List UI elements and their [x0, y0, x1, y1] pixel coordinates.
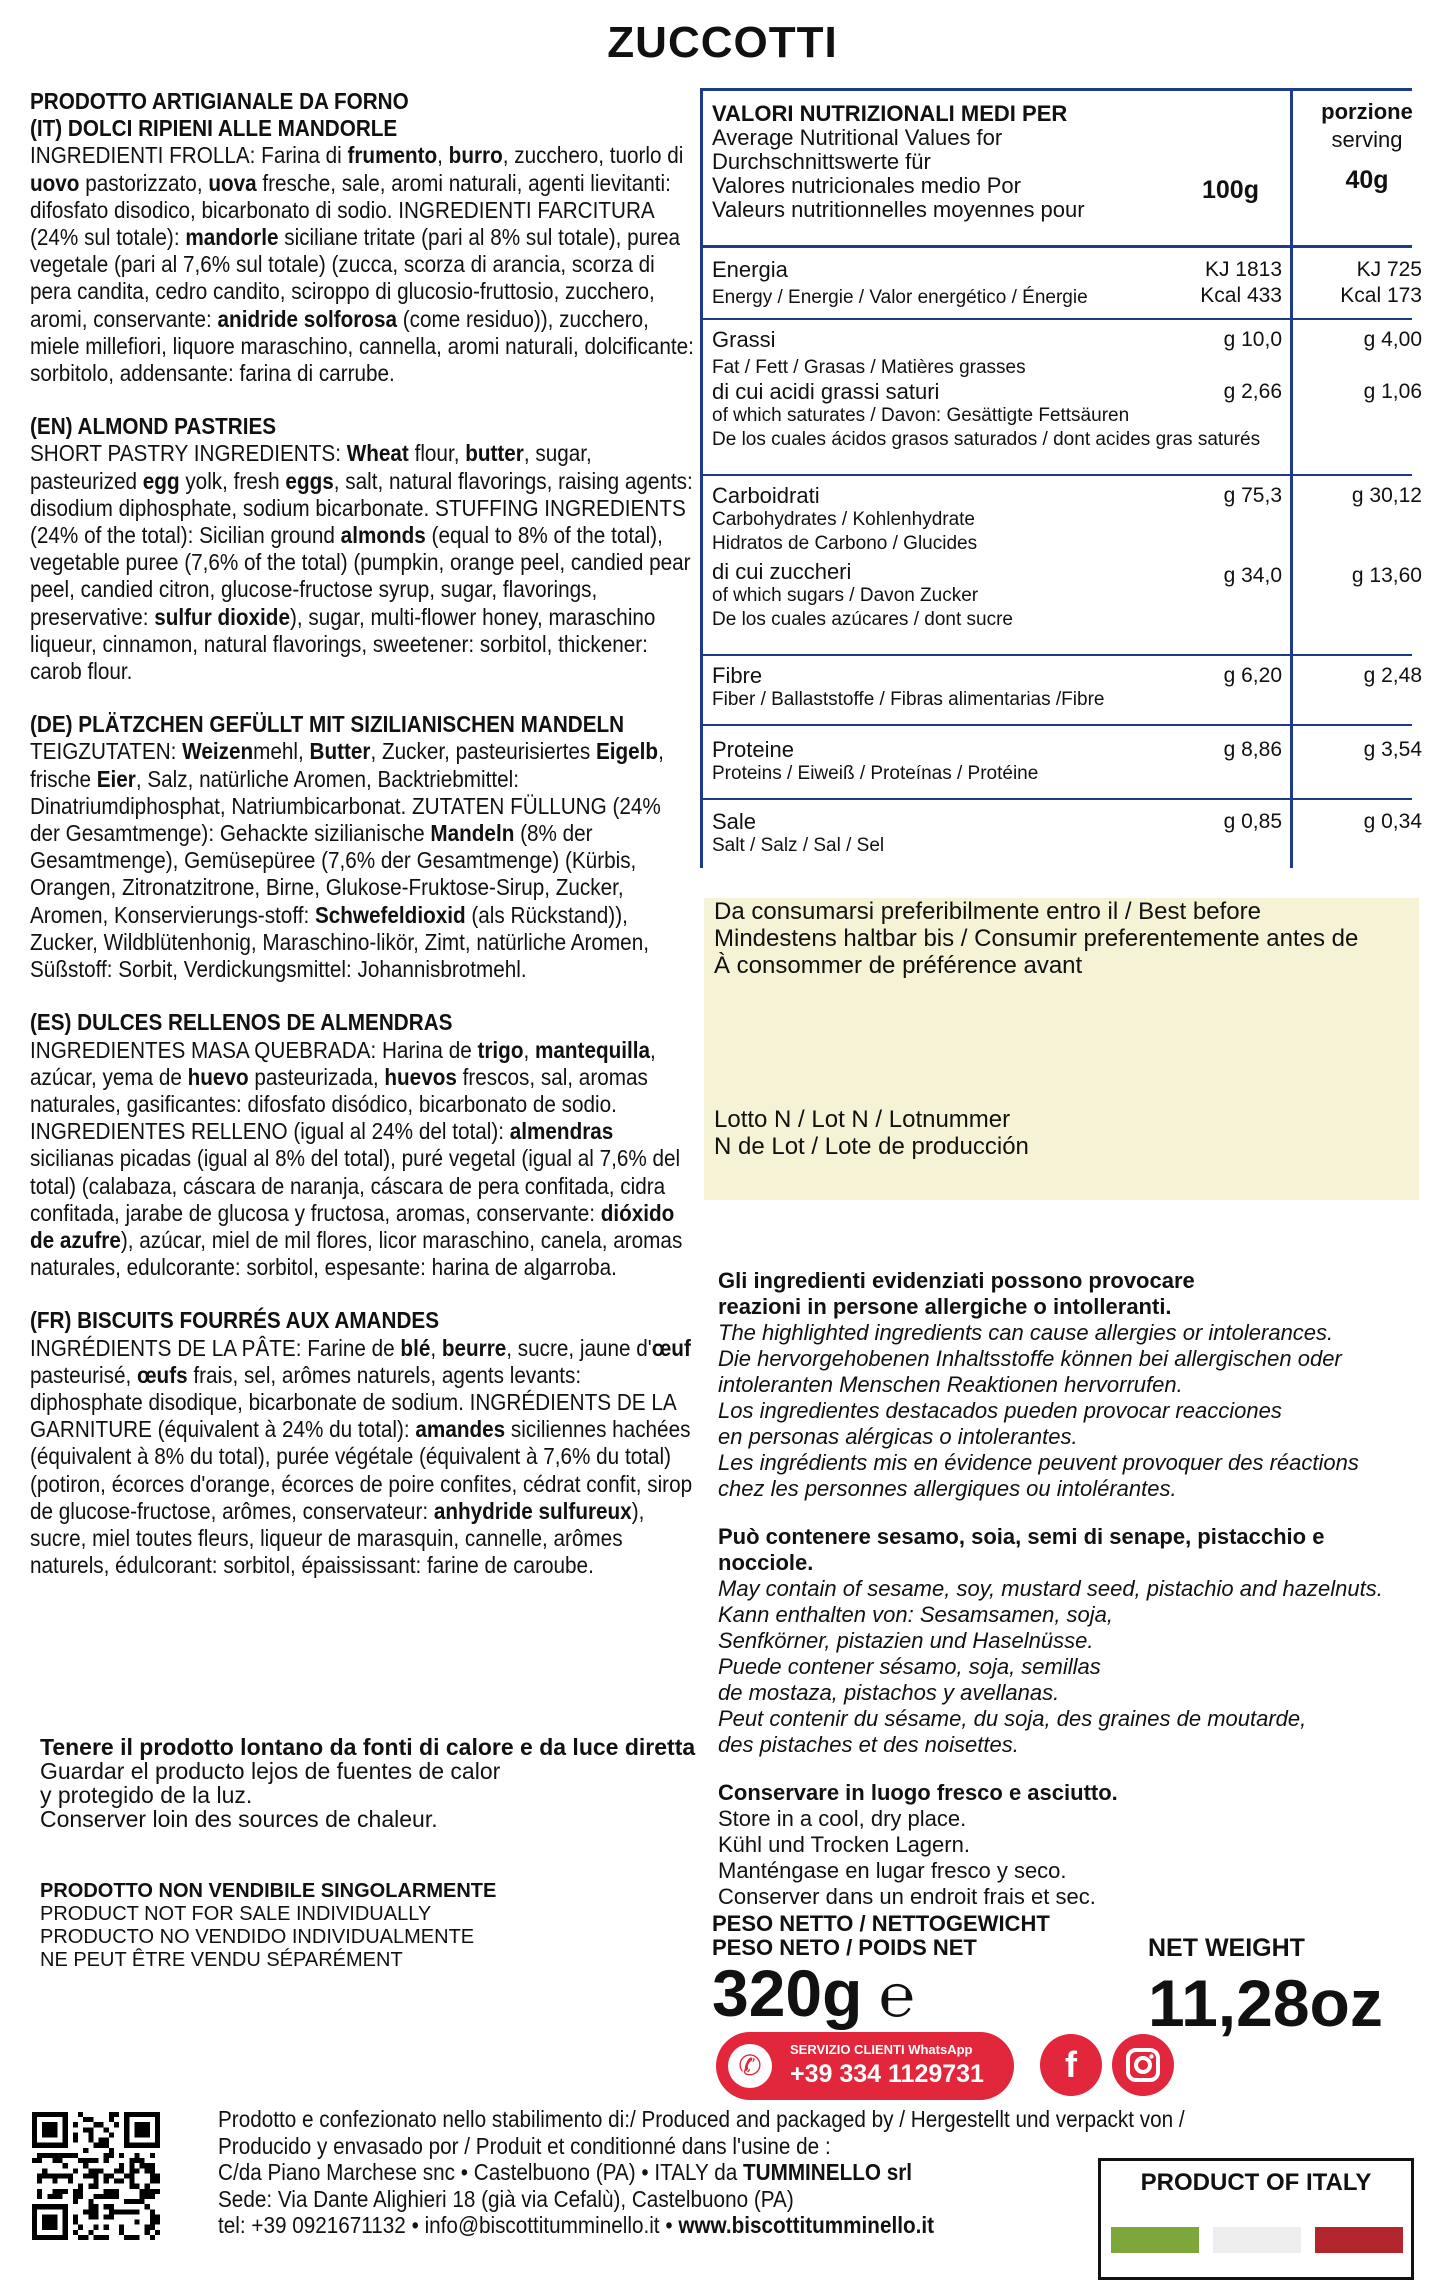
- allergen-fr-2: chez les personnes allergiques ou intolérantes.: [718, 1476, 1177, 1501]
- heat-storage-fr: Conserver loin des sources de chaleur.: [40, 1806, 438, 1832]
- may-contain-de-1: Kann enthalten von: Sesamsamen, soja,: [718, 1602, 1114, 1627]
- producer-line-2: Producido y envasado por / Produit et conditionné dans l'usine de :: [218, 2132, 831, 2159]
- de-heading: (DE) PLÄTZCHEN GEFÜLLT MIT SIZILIANISCHEN MANDELN: [30, 711, 625, 738]
- sugars-label: di cui zuccheri: [712, 559, 852, 584]
- not-for-sale-fr: NE PEUT ÊTRE VENDU SÉPARÉMENT: [40, 1949, 403, 1971]
- net-weight-metric: [712, 1958, 915, 2030]
- producer-address: C/da Piano Marchese snc • Castelbuono (PA) • ITALY da: [218, 2159, 743, 2185]
- divider: [700, 724, 1412, 726]
- heat-storage-notice: [40, 1735, 700, 1831]
- fat-100: g 10,0: [1223, 328, 1282, 351]
- carb-label: Carboidrati: [712, 483, 820, 508]
- energy-kj-portion: KJ 725: [1356, 258, 1422, 281]
- best-before-line-1: Da consumarsi preferibilmente entro il / Best before: [714, 898, 1261, 925]
- whatsapp-icon: ✆: [728, 2044, 772, 2088]
- energy-sub: Energy / Energie / Valor energético / Énergie: [712, 287, 1088, 308]
- fat-label: Grassi: [712, 327, 776, 352]
- portion-header: [1292, 98, 1442, 194]
- qr-code[interactable]: [32, 2112, 160, 2240]
- allergen-en: The highlighted ingredients can cause allergies or intolerances.: [718, 1320, 1334, 1345]
- allergen-es-1: Los ingredientes destacados pueden provocar reacciones: [718, 1398, 1282, 1423]
- lot-text: [714, 1106, 1029, 1160]
- en-heading: (EN) ALMOND PASTRIES: [30, 413, 277, 440]
- may-contain-en: May contain of sesame, soy, mustard seed, pistachio and hazelnuts.: [718, 1576, 1383, 1601]
- allergen-de-1: Die hervorgehobenen Inhaltsstoffe können bei allergischen oder: [718, 1346, 1342, 1371]
- allergen-es-2: en personas alérgicas o intolerantes.: [718, 1424, 1078, 1449]
- lot-line-2: N de Lot / Lote de producción: [714, 1133, 1029, 1160]
- energy-label: Energia: [712, 257, 788, 282]
- producer-company: TUMMINELLO srl: [742, 2159, 913, 2185]
- protein-label: Proteine: [712, 737, 794, 762]
- storage-en: Store in a cool, dry place.: [718, 1806, 967, 1831]
- fibre-portion: g 2,48: [1363, 664, 1422, 687]
- saturates-100: g 2,66: [1223, 380, 1282, 403]
- ingredients-en: [30, 413, 696, 685]
- nutrition-table: [712, 88, 1422, 868]
- heat-storage-es-2: y protegido de la luz.: [40, 1782, 253, 1808]
- protein-100: g 8,86: [1223, 738, 1282, 761]
- best-before-lot-box: [704, 898, 1419, 1200]
- nutrition-sub-de: Durchschnittswerte für: [712, 149, 931, 174]
- saturates-sub-1: of which saturates / Davon: Gesättigte Fettsäuren: [712, 405, 1130, 426]
- not-for-sale-heading: PRODOTTO NON VENDIBILE SINGOLARMENTE: [40, 1880, 497, 1902]
- en-ingredients-text: SHORT PASTRY INGREDIENTS: Wheat flour, butter, sugar, pasteurized egg yolk, fresh eggs, salt, natural flavorings, raising agents: disodium diphosphate, sodium bicarbonate. STUFFING INGREDIENTS (24% of the total): Sicilian ground almonds (equal to 8% of the total), vegetable puree (7,6% of the total) (pumpkin, orange peel, candied pear peel, candied citron, glucose-fructose syrup, sugar, flavorings, preservative: sulfur dioxide), sugar, multi-flower honey, maraschino liqueur, cinnamon, natural flavorings, sweetener: sorbitol, thickener: carob flour.: [30, 440, 693, 685]
- best-before-line-3: À consommer de préférence avant: [714, 952, 1083, 979]
- nutrition-heading-block: [712, 102, 1085, 222]
- heat-storage-heading: Tenere il prodotto lontano da fonti di calore e da luce diretta: [40, 1734, 696, 1760]
- allergen-de-2: intoleranten Menschen Reaktionen hervorrufen.: [718, 1372, 1183, 1397]
- salt-label: Sale: [712, 809, 757, 834]
- may-contain-de-2: Senfkörner, pistazien und Haselnüsse.: [718, 1628, 1094, 1653]
- producer-website[interactable]: www.biscottitumminello.it: [678, 2212, 935, 2238]
- facebook-icon[interactable]: f: [1040, 2034, 1102, 2096]
- flag-green-band: [1111, 2227, 1199, 2253]
- allergen-heading-1: Gli ingredienti evidenziati possono provocare: [718, 1268, 1195, 1293]
- salt-100: g 0,85: [1223, 810, 1282, 833]
- storage-es: Manténgase en lugar fresco y seco.: [718, 1858, 1067, 1883]
- flag-white-band: [1213, 2227, 1301, 2253]
- flag-red-band: [1315, 2227, 1403, 2253]
- heat-storage-es-1: Guardar el producto lejos de fuentes de calor: [40, 1758, 501, 1784]
- portion-sub: serving: [1331, 127, 1403, 152]
- saturates-sub-2: De los cuales ácidos grasos saturados / dont acides gras saturés: [712, 429, 1261, 450]
- divider: [700, 798, 1412, 800]
- divider: [700, 654, 1412, 656]
- carb-100: g 75,3: [1223, 484, 1282, 507]
- best-before-text: [714, 898, 1358, 979]
- col-portion: 40g: [1345, 166, 1389, 194]
- carb-sub-1: Carbohydrates / Kohlenhydrate: [712, 509, 975, 530]
- may-contain-fr-2: des pistaches et des noisettes.: [718, 1732, 1019, 1757]
- ingredients-de: [30, 711, 696, 983]
- artisan-heading: PRODOTTO ARTIGIANALE DA FORNO: [30, 88, 409, 114]
- fat-sub: Fat / Fett / Grasas / Matières grasses: [712, 357, 1026, 378]
- it-ingredients-text: INGREDIENTI FROLLA: Farina di frumento, burro, zucchero, tuorlo di uovo pastorizzato, uova fresche, sale, aromi naturali, agenti lievitanti: difosfato disodico, bicarbonato di sodio. INGREDIENTI FARCITURA (24% sul totale): mandorle siciliane tritate (pari al 8% sul totale), purea vegetale (pari al 7,6% sul totale) (zucca, scorza di arancia, scorza di pera candita, cedro candito, sciroppo di glucosio-fruttosio, zucchero, aromi, conservante: anidride solforosa (come residuo)), zucchero, miele millefiori, liquore maraschino, cannella, aromi naturali, dolcificante: sorbitolo, addensante: farina di carrube.: [30, 142, 694, 387]
- may-contain-fr-1: Peut contenir du sésame, du soja, des graines de moutarde,: [718, 1706, 1307, 1731]
- storage-de: Kühl und Trocken Lagern.: [718, 1832, 970, 1857]
- product-of-italy-label: PRODUCT OF ITALY: [1140, 2169, 1372, 2196]
- table-divider: [1290, 88, 1293, 868]
- not-for-sale-notice: [40, 1880, 700, 1972]
- ingredients-fr: [30, 1307, 696, 1579]
- producer-line-4: Sede: Via Dante Alighieri 18 (già via Cefalù), Castelbuono (PA): [218, 2185, 794, 2212]
- nutrition-sub-en: Average Nutritional Values for: [712, 125, 1003, 150]
- ingredients-column: [30, 88, 696, 1605]
- may-contain-es-1: Puede contener sésamo, soja, semillas: [718, 1654, 1101, 1679]
- not-for-sale-es: PRODUCTO NO VENDIDO INDIVIDUALMENTE: [40, 1926, 475, 1948]
- es-ingredients-text: INGREDIENTES MASA QUEBRADA: Harina de trigo, mantequilla, azúcar, yema de huevo pasteurizada, huevos frescos, sal, aromas naturales, gasificantes: difosfato disódico, bicarbonato de sodio. INGREDIENTES RELLENO (igual al 24% del total): almendras sicilianas picadas (igual al 8% del total), puré vegetal (igual al 7,6% del total) (calabaza, cáscara de naranja, cáscara de pera confitada, cidra confitada, jarabe de glucosa y fructosa, aromas, conservante: dióxido de azufre), azúcar, miel de mil flores, licor maraschino, canela, aromas naturales, edulcorante: sorbitol, espesante: harina de algarroba.: [30, 1036, 683, 1281]
- nutrition-heading: VALORI NUTRIZIONALI MEDI PER: [712, 101, 1068, 126]
- table-border-left: [700, 88, 703, 868]
- saturates-label: di cui acidi grassi saturi: [712, 379, 940, 404]
- fr-heading: (FR) BISCUITS FOURRÉS AUX AMANDES: [30, 1307, 440, 1334]
- net-weight-en-label: NET WEIGHT: [1148, 1934, 1305, 1962]
- may-contain-es-2: de mostaza, pistachos y avellanas.: [718, 1680, 1060, 1705]
- protein-portion: g 3,54: [1363, 738, 1422, 761]
- net-weight-oz: 11,28oz: [1148, 1966, 1383, 2040]
- portion-label: porzione: [1321, 99, 1413, 124]
- energy-kcal-100: Kcal 433: [1200, 284, 1282, 307]
- storage-fr: Conserver dans un endroit frais et sec.: [718, 1884, 1096, 1909]
- whatsapp-contact-button[interactable]: [716, 2032, 1014, 2100]
- producer-contacts: tel: +39 0921671132 • info@biscottitumminello.it •: [218, 2212, 679, 2238]
- nutrition-sub-es: Valores nutricionales medio Por: [712, 173, 1021, 198]
- sugars-portion: g 13,60: [1351, 564, 1422, 587]
- instagram-icon[interactable]: [1112, 2034, 1174, 2096]
- salt-portion: g 0,34: [1363, 810, 1422, 833]
- net-weight-label-2: PESO NETO / POIDS NET: [712, 1935, 977, 1960]
- protein-sub: Proteins / Eiweiß / Proteínas / Protéine: [712, 763, 1039, 784]
- product-of-italy-badge: [1098, 2158, 1414, 2280]
- not-for-sale-en: PRODUCT NOT FOR SALE INDIVIDUALLY: [40, 1903, 432, 1925]
- carb-sub-2: Hidratos de Carbono / Glucides: [712, 533, 978, 554]
- carb-portion: g 30,12: [1351, 484, 1422, 507]
- divider: [700, 318, 1412, 320]
- best-before-line-2: Mindestens haltbar bis / Consumir preferentemente antes de: [714, 925, 1359, 952]
- may-contain-heading: Può contenere sesamo, soia, semi di senape, pistacchio e nocciole.: [718, 1524, 1325, 1575]
- fr-ingredients-text: INGRÉDIENTS DE LA PÂTE: Farine de blé, beurre, sucre, jaune d'œuf pasteurisé, œufs frais, sel, arômes naturels, agents levants: diphosphate disodique, bicarbonate de sodium. INGRÉDIENTS DE LA GARNITURE (équivalent à 24% du total): amandes siciliennes hachées (équivalent à 8% du total), purée végétale (équivalent à 7,6% du total) (potiron, écorces d'orange, écorces de poire confites, cédrat confit, sirop de glucose-fructose, arômes, conservateur: anhydride sulfureux), sucre, miel toutes fleurs, liqueur de marasquin, cannelle, arômes naturels, édulcorant: sorbitol, épaississant: farine de caroube.: [30, 1334, 693, 1579]
- estimated-sign-icon: ℮: [878, 1962, 915, 2029]
- ingredients-it: [30, 88, 696, 387]
- energy-kj-100: KJ 1813: [1204, 258, 1282, 281]
- sugars-sub-1: of which sugars / Davon Zucker: [712, 585, 979, 606]
- storage-heading: Conservare in luogo fresco e asciutto.: [718, 1780, 1118, 1805]
- customer-service-phone: +39 334 1129731: [790, 2060, 984, 2088]
- de-ingredients-text: TEIGZUTATEN: Weizenmehl, Butter, Zucker, pasteurisiertes Eigelb, frische Eier, Salz, natürliche Aromen, Backtriebmittel: Dinatriumdiphosphat, Natriumbicarbonat. ZUTATEN FÜLLUNG (24% der Gesamtmenge): Gehackte sizilianische Mandeln (8% der Gesamtmenge), Gemüsepüree (7,6% der Gesamtmenge) (Kürbis, Orangen, Zitronatzitrone, Birne, Glukose-Fruktose-Sirup, Zucker, Aromen, Konservierungs-stoff: Schwefeldioxid (als Rückstand)), Zucker, Wildblütenhonig, Maraschino-likör, Zimt, natürliche Aromen, Süßstoff: Sorbit, Verdickungsmittel: Johannisbrotmehl.: [30, 738, 664, 983]
- fibre-100: g 6,20: [1223, 664, 1282, 687]
- net-weight-grams: 320g: [712, 1956, 863, 2030]
- fibre-label: Fibre: [712, 663, 763, 688]
- fat-portion: g 4,00: [1363, 328, 1422, 351]
- table-border-top: [700, 88, 1412, 91]
- net-weight-block: [712, 1911, 1383, 2040]
- saturates-portion: g 1,06: [1363, 380, 1422, 403]
- divider: [700, 474, 1412, 476]
- nutrition-sub-fr: Valeurs nutritionnelles moyennes pour: [712, 197, 1085, 222]
- customer-service-label: SERVIZIO CLIENTI WhatsApp: [790, 2042, 973, 2057]
- sugars-sub-2: De los cuales azúcares / dont sucre: [712, 609, 1013, 630]
- energy-kcal-portion: Kcal 173: [1340, 284, 1422, 307]
- ingredients-es: [30, 1009, 696, 1281]
- sugars-100: g 34,0: [1223, 564, 1282, 587]
- net-weight-label-1: PESO NETTO / NETTOGEWICHT: [712, 1911, 1050, 1936]
- es-heading: (ES) DULCES RELLENOS DE ALMENDRAS: [30, 1009, 453, 1036]
- allergen-storage-info: [718, 1268, 1418, 1910]
- allergen-heading-2: reazioni in persone allergiche o intolleranti.: [718, 1294, 1172, 1319]
- producer-line-1: Prodotto e confezionato nello stabilimento di:/ Produced and packaged by / Hergestellt und verpackt von /: [218, 2106, 1185, 2132]
- col-100g: 100g: [1202, 176, 1259, 204]
- salt-sub: Salt / Salz / Sal / Sel: [712, 835, 885, 856]
- lot-line-1: Lotto N / Lot N / Lotnummer: [714, 1106, 1011, 1133]
- divider: [700, 245, 1412, 248]
- fibre-sub: Fiber / Ballaststoffe / Fibras alimentarias /Fibre: [712, 689, 1105, 710]
- it-heading: (IT) DOLCI RIPIENI ALLE MANDORLE: [30, 115, 398, 142]
- allergen-fr-1: Les ingrédients mis en évidence peuvent provoquer des réactions: [718, 1450, 1359, 1475]
- product-title: ZUCCOTTI: [607, 18, 838, 67]
